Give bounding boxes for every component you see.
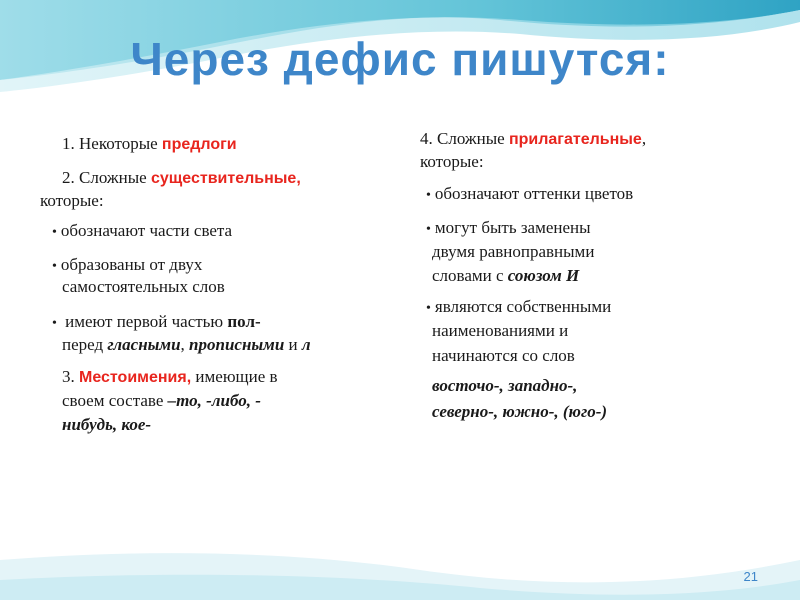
emphasis: прописными: [189, 335, 285, 354]
item-text: имеющие в: [191, 367, 278, 386]
bullet-line: начинаются со слов: [432, 346, 575, 365]
emphasis: –то, -либо, -: [167, 391, 261, 410]
bullet-two-words: [52, 254, 202, 278]
bullet-text: могут быть заменены: [434, 218, 591, 237]
item-text: 1. Некоторые: [62, 134, 162, 153]
highlight-pronouns: Местоимения,: [79, 369, 192, 386]
slide-title: Через дефис пишутся:: [130, 33, 670, 85]
item-line: которые:: [40, 191, 104, 210]
bullet-line: самостоятельных слов: [62, 277, 225, 296]
line-text: и: [284, 335, 302, 354]
item-text: 2. Сложные: [62, 168, 151, 187]
item-text: ,: [641, 129, 647, 148]
item-line: нибудь, кое-: [62, 415, 152, 434]
emphasis: гласными: [107, 335, 181, 354]
item-line: которые:: [420, 152, 484, 171]
bullet-text: обозначают оттенки цветов: [434, 184, 634, 203]
bullet-pol: [52, 311, 261, 335]
highlight-adjectives: прилагательные: [508, 131, 642, 148]
emphasis: л: [301, 335, 311, 354]
item-text: 4. Сложные: [420, 129, 509, 148]
item-pronouns: [62, 366, 278, 389]
line-text: своем составе: [62, 391, 168, 410]
bullet-line: северно-, южно-, (юго-): [432, 402, 608, 421]
bullet-line: наименованиями и: [432, 321, 569, 340]
bullet-color-shades: [426, 183, 633, 207]
item-prepositions: [62, 133, 237, 156]
bullet-text: обозначают части света: [60, 221, 233, 240]
bullet-line: [62, 334, 311, 356]
emphasis: союзом И: [507, 266, 580, 285]
bullet-line: [432, 265, 579, 287]
line-text: ,: [180, 335, 190, 354]
bullet-cardinal-directions: [52, 220, 232, 244]
bullet-line: восточо-, западно-,: [432, 376, 578, 395]
bullet-bold: пол-: [227, 312, 261, 331]
line-text: словами с: [432, 266, 508, 285]
item-text: 3.: [62, 367, 79, 386]
bullet-replaceable: [426, 217, 591, 241]
bullet-text: являются собственными: [434, 297, 612, 316]
bullet-proper-names: [426, 296, 611, 320]
item-compound-adjectives: [420, 128, 646, 151]
bullet-text: образованы от двух: [60, 255, 203, 274]
highlight-nouns: существительные,: [150, 170, 301, 187]
line-text: перед: [62, 335, 108, 354]
item-compound-nouns: [62, 167, 301, 190]
item-line: [62, 390, 261, 412]
bullet-line: двумя равноправными: [432, 242, 595, 261]
bullet-text: имеют первой частью: [65, 312, 228, 331]
slide-number: 21: [743, 569, 758, 584]
highlight-prepositions: предлоги: [161, 136, 237, 153]
